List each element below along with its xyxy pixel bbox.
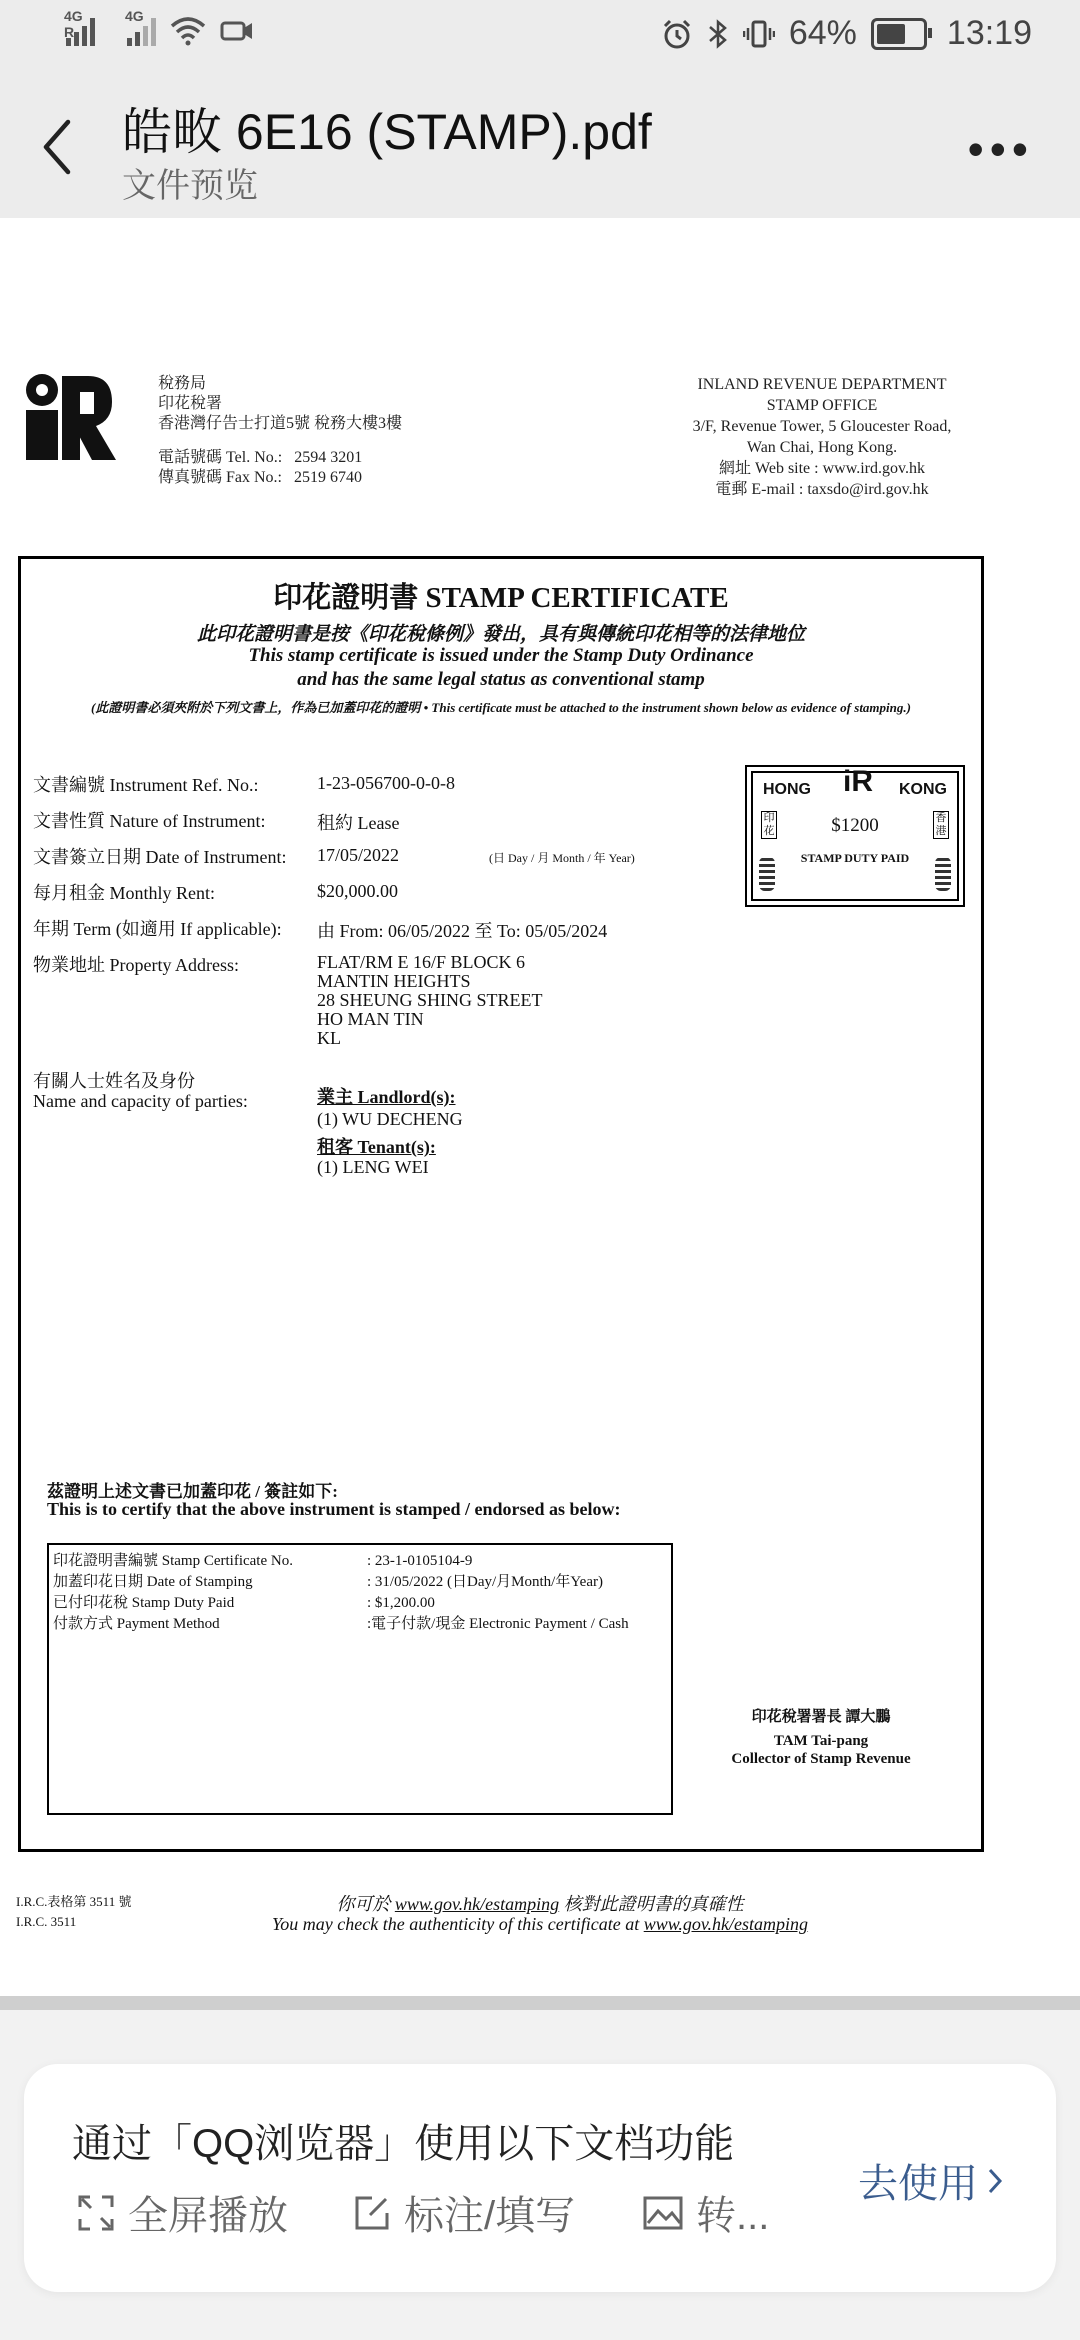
- verify-en-pre: You may check the authenticity of this certificate at: [271, 1914, 640, 1934]
- attach-note: [21, 697, 981, 716]
- collector-name: TAM Tai-pang: [773, 1733, 869, 1749]
- parties-label-zh: 有關人士姓名及身份: [33, 1071, 195, 1091]
- battery-percent: 64%: [788, 14, 857, 52]
- file-title: 皓畋 6E16 (STAMP).pdf: [122, 104, 652, 160]
- battery-icon: [871, 18, 927, 50]
- field-value-term: 由 From: 06/05/2022 至 To: 05/05/2024: [317, 921, 608, 941]
- stamp-inner-frame: [751, 765, 959, 901]
- address-zh: 香港灣仔告士打道5號 稅務大樓3樓: [158, 415, 403, 432]
- landlord-value: (1) WU DECHENG: [317, 1109, 463, 1129]
- tenant-value: (1) LENG WEI: [317, 1157, 429, 1177]
- address-en-2: Wan Chai, Hong Kong.: [746, 439, 898, 456]
- address-line-1: FLAT/RM E 16/F BLOCK 6: [317, 952, 526, 972]
- office-name-zh: 印花稅署: [158, 395, 223, 412]
- tel-value: 2594 3201: [294, 449, 363, 466]
- website: 網址 Web site : www.ird.gov.hk: [719, 460, 925, 477]
- edit-icon: [352, 2193, 392, 2233]
- parties-label: [33, 1071, 248, 1111]
- image-icon: [642, 2195, 684, 2231]
- page-separator: [0, 1996, 1080, 2010]
- field-value-nature: 租約 Lease: [317, 813, 400, 833]
- fullscreen-icon: [76, 2193, 116, 2233]
- network-type-label: 4G R: [64, 8, 83, 40]
- stamp-paid-label: STAMP DUTY PAID: [800, 851, 910, 865]
- status-bar: [0, 0, 1080, 72]
- stamp-kong: KONG: [899, 781, 947, 798]
- collector-zh: 印花稅署署長 譚大鵬: [751, 1709, 891, 1725]
- collector-title: Collector of Stamp Revenue: [731, 1751, 911, 1767]
- landlord-label: 業主 Landlord(s):: [317, 1087, 456, 1107]
- detail-value-cert-no: : 23-1-0105104-9: [367, 1553, 473, 1569]
- verify-zh-post: 核對此證明書的真確性: [563, 1894, 744, 1914]
- stamp-certificate: [18, 556, 984, 1852]
- feature-annotate[interactable]: [352, 2184, 575, 2241]
- clock: 13:19: [946, 14, 1032, 52]
- certificate-heading: 印花證明書 STAMP CERTIFICATE: [273, 582, 729, 614]
- verify-link-en[interactable]: www.gov.hk/estamping: [643, 1914, 809, 1934]
- detail-label-date: 加蓋印花日期 Date of Stamping: [53, 1574, 253, 1590]
- feature-fullscreen[interactable]: [76, 2184, 288, 2241]
- verify-en: [0, 1914, 1080, 1935]
- battery-level-fill: [877, 24, 905, 44]
- more-options-icon[interactable]: •••: [967, 123, 1034, 175]
- field-value-date: 17/05/2022: [317, 845, 400, 865]
- verify-zh-pre: 你可於: [336, 1894, 391, 1914]
- feature-fullscreen-label: 全屏播放: [128, 2194, 288, 2238]
- certificate-subhead-en-2: and has the same legal status as conventional stamp: [297, 669, 705, 690]
- property-address: [317, 953, 543, 1048]
- field-label-ref: 文書編號 Instrument Ref. No.:: [33, 775, 259, 795]
- field-label-term: 年期 Term (如適用 If applicable):: [33, 919, 282, 939]
- stamp-hong: HONG: [763, 781, 811, 798]
- certify-zh: 茲證明上述文書已加蓋印花 / 簽註如下:: [47, 1482, 338, 1501]
- form-number-en: I.R.C. 3511: [16, 1914, 77, 1929]
- form-number-zh: I.R.C.表格第 3511 號: [16, 1894, 132, 1909]
- feature-annotate-label: 标注/填写: [404, 2194, 576, 2238]
- office-name-en: STAMP OFFICE: [766, 397, 878, 414]
- cellular-signal-icon: [64, 8, 95, 46]
- field-label-nature: 文書性質 Nature of Instrument:: [33, 811, 266, 831]
- camera-notification-icon: [220, 17, 254, 45]
- vibrate-icon: [743, 18, 775, 50]
- field-label-address: 物業地址 Property Address:: [33, 955, 239, 975]
- stamp-ornament-right: [935, 857, 951, 891]
- stamp-duty-paid-seal: [745, 765, 965, 907]
- alarm-icon: [661, 18, 693, 50]
- address-line-4: HO MAN TIN: [317, 1009, 424, 1029]
- dept-name-en: INLAND REVENUE DEPARTMENT: [697, 376, 947, 393]
- date-format-note: (日 Day / 月 Month / 年 Year): [489, 851, 635, 865]
- pdf-page: [0, 218, 1080, 1998]
- department-info-zh: [158, 374, 402, 488]
- detail-label-duty: 已付印花稅 Stamp Duty Paid: [53, 1595, 235, 1611]
- feature-convert-label: 转...: [696, 2194, 770, 2238]
- network-type-label-2: 4G: [125, 8, 144, 24]
- address-line-5: KL: [317, 1028, 341, 1048]
- title-bar: [0, 72, 1080, 218]
- bluetooth-icon: [707, 18, 729, 50]
- address-en-1: 3/F, Revenue Tower, 5 Gloucester Road,: [692, 418, 952, 435]
- details-labels: [53, 1551, 293, 1635]
- detail-value-payment: :電子付款/現金 Electronic Payment / Cash: [367, 1616, 629, 1632]
- tel-label: 電話號碼 Tel. No.:: [158, 449, 283, 466]
- stamp-ornament-left: [759, 857, 775, 891]
- detail-label-cert-no: 印花證明書編號 Stamp Certificate No.: [53, 1553, 293, 1569]
- chevron-right-icon: [986, 2166, 1004, 2196]
- email: 電郵 E-mail : taxsdo@ird.gov.hk: [715, 481, 929, 498]
- detail-value-date: : 31/05/2022 (日Day/月Month/年Year): [367, 1574, 603, 1590]
- qq-browser-promo-card: [24, 2064, 1056, 2292]
- address-line-2: MANTIN HEIGHTS: [317, 971, 471, 991]
- department-info-en: [668, 374, 976, 500]
- stamp-left-seal: 印花: [761, 811, 777, 839]
- stamp-logo: iR: [843, 765, 873, 798]
- verify-zh: [0, 1890, 1080, 1916]
- fax-value: 2519 6740: [294, 469, 363, 486]
- go-use-button[interactable]: [858, 2152, 1004, 2209]
- fax-label: 傳真號碼 Fax No.:: [158, 469, 283, 486]
- details-values: [367, 1551, 629, 1635]
- stamp-amount: $1200: [831, 815, 879, 836]
- attach-note-zh: (此證明書必須夾附於下列文書上，作為已加蓋印花的證明 •: [91, 700, 429, 715]
- field-value-ref: 1-23-056700-0-0-8: [317, 773, 455, 793]
- verify-link-zh[interactable]: www.gov.hk/estamping: [394, 1894, 560, 1914]
- attach-note-en: This certificate must be attached to the instrument shown below as evidence of stamping.): [431, 700, 911, 715]
- back-arrow-icon[interactable]: [38, 112, 78, 182]
- promo-title: 通过「QQ浏览器」使用以下文档功能: [72, 2122, 735, 2166]
- dept-name-zh: 稅務局: [158, 375, 207, 392]
- certificate-subhead-en-1: This stamp certificate is issued under the Stamp Duty Ordinance: [248, 645, 754, 666]
- tenant-label: 租客 Tenant(s):: [317, 1137, 436, 1157]
- go-use-label: 去使用: [858, 2162, 978, 2206]
- field-label-rent: 每月租金 Monthly Rent:: [33, 883, 216, 903]
- cellular-signal-icon-2: [125, 8, 156, 46]
- field-label-date: 文書簽立日期 Date of Instrument:: [33, 847, 287, 867]
- address-line-3: 28 SHEUNG SHING STREET: [317, 990, 543, 1010]
- ird-logo: [22, 372, 118, 460]
- certify-en: This is to certify that the above instrument is stamped / endorsed as below:: [47, 1499, 621, 1519]
- stamp-right-seal: 香港: [933, 811, 949, 839]
- certificate-subhead-zh: 此印花證明書是按《印花稅條例》發出，具有與傳統印花相等的法律地位: [196, 624, 805, 645]
- detail-value-duty: : $1,200.00: [367, 1595, 435, 1611]
- file-subtitle: 文件预览: [122, 167, 258, 205]
- detail-label-payment: 付款方式 Payment Method: [53, 1616, 220, 1632]
- field-value-rent: $20,000.00: [317, 881, 398, 901]
- feature-convert[interactable]: [642, 2184, 769, 2241]
- stamping-details-box: [47, 1543, 673, 1815]
- parties-label-en: Name and capacity of parties:: [33, 1091, 248, 1111]
- wifi-icon: [170, 16, 206, 46]
